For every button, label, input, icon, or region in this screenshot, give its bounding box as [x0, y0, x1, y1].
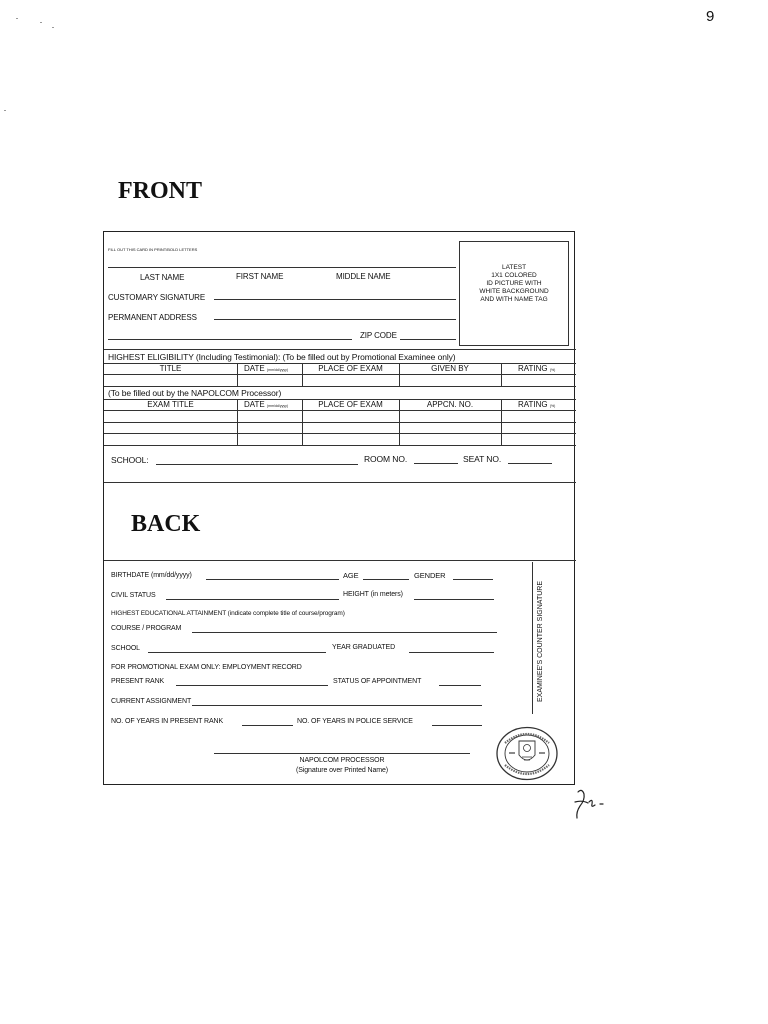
examinee-signature-label: EXAMINEE'S COUNTER SIGNATURE: [537, 581, 544, 702]
col-rating-label: RATING: [518, 364, 548, 373]
present-rank-line[interactable]: [176, 685, 328, 686]
table-col-divider: [237, 399, 238, 445]
col-date: [244, 400, 288, 409]
page-number: 9: [706, 8, 715, 25]
photo-text-line: WHITE BACKGROUND: [479, 288, 549, 295]
photo-text-line: AND WITH NAME TAG: [480, 296, 548, 303]
processor-signature-line[interactable]: [214, 753, 470, 754]
year-graduated-line[interactable]: [409, 652, 494, 653]
age-line[interactable]: [363, 579, 409, 580]
back-title: BACK: [131, 511, 201, 537]
school-label: SCHOOL:: [111, 455, 149, 465]
section-divider: [104, 482, 576, 483]
col-rating: [518, 364, 555, 373]
birthdate-label: BIRTHDATE (mm/dd/yyyy): [111, 572, 192, 579]
height-label: HEIGHT (in meters): [343, 591, 403, 598]
name-line: [108, 267, 456, 268]
civil-status-line[interactable]: [166, 599, 339, 600]
scan-speck: [52, 27, 54, 28]
application-card: [103, 231, 575, 785]
photo-instructions: [464, 264, 564, 304]
gender-label: GENDER: [414, 571, 446, 580]
height-line[interactable]: [414, 599, 494, 600]
table-rule: [104, 349, 576, 350]
years-rank-line[interactable]: [242, 725, 293, 726]
handwritten-initial-signature: [570, 786, 610, 822]
first-name-label: FIRST NAME: [236, 272, 284, 281]
col-exam-title: EXAM TITLE: [147, 400, 194, 409]
address-line-2[interactable]: [108, 339, 352, 340]
years-service-label: NO. OF YEARS IN POLICE SERVICE: [297, 718, 413, 725]
scan-speck: [4, 110, 6, 111]
school-back-line[interactable]: [148, 652, 326, 653]
promo-label: FOR PROMOTIONAL EXAM ONLY: EMPLOYMENT RECORD: [111, 664, 302, 671]
col-rating-label: RATING: [518, 400, 548, 409]
col-given-by: GIVEN BY: [431, 364, 469, 373]
room-line[interactable]: [414, 463, 458, 464]
assignment-label: CURRENT ASSIGNMENT: [111, 698, 192, 705]
section-divider: [104, 560, 576, 561]
photo-box: [459, 241, 569, 346]
seat-line[interactable]: [508, 463, 552, 464]
present-rank-label: PRESENT RANK: [111, 678, 165, 685]
col-title: TITLE: [159, 364, 182, 373]
col-date-format: (mm/dd/yyyy): [266, 404, 288, 408]
photo-text-line: 1X1 COLORED: [491, 272, 537, 279]
table-row[interactable]: [104, 386, 576, 387]
col-rating: [518, 400, 555, 409]
napolcom-heading: (To be filled out by the NAPOLCOM Processor): [108, 388, 282, 398]
scan-speck: [40, 22, 42, 23]
table-col-divider: [501, 399, 502, 445]
col-rating-unit: (%): [549, 404, 556, 408]
school-back-label: SCHOOL: [111, 645, 140, 652]
photo-text-line: LATEST: [501, 264, 527, 271]
course-label: COURSE / PROGRAM: [111, 625, 182, 632]
status-line[interactable]: [439, 685, 481, 686]
processor-sub-label: (Signature over Printed Name): [295, 767, 389, 774]
col-date: [244, 364, 288, 373]
middle-name-label: MIDDLE NAME: [336, 272, 391, 281]
instruction-text: FILL OUT THIS CARD IN PRINT/BOLD LETTERS: [108, 247, 198, 252]
col-appcn-no: APPCN. NO.: [426, 400, 474, 409]
civil-status-label: CIVIL STATUS: [111, 592, 156, 599]
address-label: PERMANENT ADDRESS: [108, 313, 197, 322]
scan-speck: [16, 18, 18, 19]
assignment-line[interactable]: [192, 705, 482, 706]
signature-label: CUSTOMARY SIGNATURE: [108, 293, 206, 302]
photo-text-line: ID PICTURE WITH: [486, 280, 542, 287]
table-rule: [104, 374, 576, 375]
birthdate-line[interactable]: [206, 579, 339, 580]
zip-code-label: ZIP CODE: [360, 331, 397, 340]
napolcom-seal: [495, 725, 559, 782]
table-col-divider: [501, 363, 502, 386]
age-label: AGE: [343, 571, 359, 580]
room-label: ROOM NO.: [364, 454, 408, 464]
front-title: FRONT: [118, 178, 202, 204]
processor-label: NAPOLCOM PROCESSOR: [299, 757, 385, 764]
education-label: HIGHEST EDUCATIONAL ATTAINMENT (indicate complete title of course/program): [111, 610, 345, 617]
eligibility-heading: HIGHEST ELIGIBILITY (Including Testimonial): (To be filled out by Promotional Examinee only): [108, 352, 456, 362]
table-row[interactable]: [104, 433, 576, 434]
table-col-divider: [237, 363, 238, 386]
counter-signature-line[interactable]: [532, 562, 533, 714]
last-name-label: LAST NAME: [140, 273, 185, 282]
zip-code-line[interactable]: [400, 339, 456, 340]
years-service-line[interactable]: [432, 725, 482, 726]
col-place: PLACE OF EXAM: [318, 364, 383, 373]
col-place: PLACE OF EXAM: [318, 400, 383, 409]
address-line-1[interactable]: [214, 319, 456, 320]
col-date-label: DATE: [244, 364, 265, 373]
signature-line[interactable]: [214, 299, 456, 300]
col-date-label: DATE: [244, 400, 265, 409]
col-date-format: (mm/dd/yyyy): [266, 368, 288, 372]
status-label: STATUS OF APPOINTMENT: [333, 678, 422, 685]
col-rating-unit: (%): [549, 368, 556, 372]
course-line[interactable]: [192, 632, 497, 633]
gender-line[interactable]: [453, 579, 493, 580]
year-graduated-label: YEAR GRADUATED: [332, 644, 396, 651]
school-line[interactable]: [156, 464, 358, 465]
table-row[interactable]: [104, 422, 576, 423]
seat-label: SEAT NO.: [463, 454, 502, 464]
table-rule: [104, 410, 576, 411]
table-row[interactable]: [104, 445, 576, 446]
years-rank-label: NO. OF YEARS IN PRESENT RANK: [111, 718, 224, 725]
